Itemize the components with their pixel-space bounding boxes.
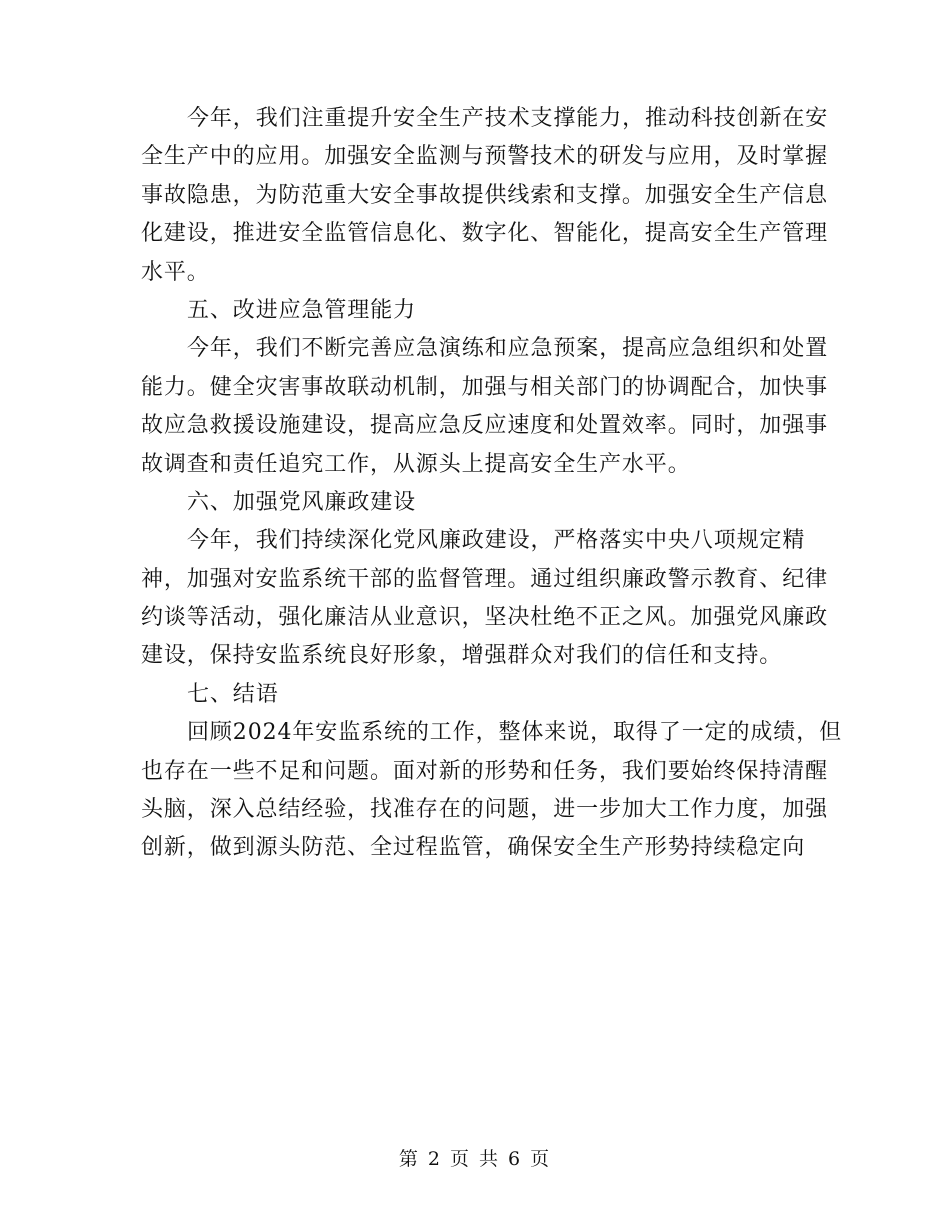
text-line: 创新，做到源头防范、全过程监管，确保安全生产形势持续稳定向 (141, 835, 806, 861)
paragraph (141, 100, 829, 292)
text-line: 化建设，推进安全监管信息化、数字化、智能化，提高安全生产管理 (141, 221, 829, 247)
text-line: 今年，我们不断完善应急演练和应急预案，提高应急组织和处置 (187, 336, 829, 362)
text-line: 事故隐患，为防范重大安全事故提供线索和支撑。加强安全生产信息 (141, 182, 829, 208)
text-line: 建设，保持安监系统良好形象，增强群众对我们的信任和支持。 (141, 643, 783, 669)
page-number-footer: 第 2 页 共 6 页 (398, 1148, 552, 1170)
text-line: 头脑，深入总结经验，找准存在的问题，进一步加大工作力度，加强 (141, 797, 829, 823)
text-line: 神，加强对安监系统干部的监督管理。通过组织廉政警示教育、纪律 (141, 566, 829, 592)
text-line: 也存在一些不足和问题。面对新的形势和任务，我们要始终保持清醒 (141, 758, 829, 784)
text-line: 能力。健全灾害事故联动机制，加强与相关部门的协调配合，加快事 (141, 374, 829, 400)
text-line: 今年，我们注重提升安全生产技术支撑能力，推动科技创新在安 (187, 106, 829, 131)
text-line: 今年，我们持续深化党风廉政建设，严格落实中央八项规定精 (187, 528, 806, 554)
text-line: 回顾2024年安监系统的工作，整体来说，取得了一定的成绩，但 (187, 720, 842, 746)
section-heading: 五、改进应急管理能力 (187, 297, 417, 323)
section-heading: 七、结语 (187, 681, 279, 707)
text-line: 全生产中的应用。加强安全监测与预警技术的研发与应用，及时掌握 (141, 144, 829, 170)
text-line: 约谈等活动，强化廉洁从业意识，坚决杜绝不正之风。加强党风廉政 (141, 605, 829, 631)
text-line: 故应急救援设施建设，提高应急反应速度和处置效率。同时，加强事 (141, 413, 829, 439)
page-body (141, 100, 842, 868)
paragraph (141, 522, 829, 676)
text-line: 故调查和责任追究工作，从源头上提高安全生产水平。 (141, 451, 691, 477)
paragraph (141, 714, 842, 868)
section-heading: 六、加强党风廉政建设 (187, 489, 417, 515)
text-line: 水平。 (141, 259, 210, 285)
paragraph (141, 330, 829, 484)
